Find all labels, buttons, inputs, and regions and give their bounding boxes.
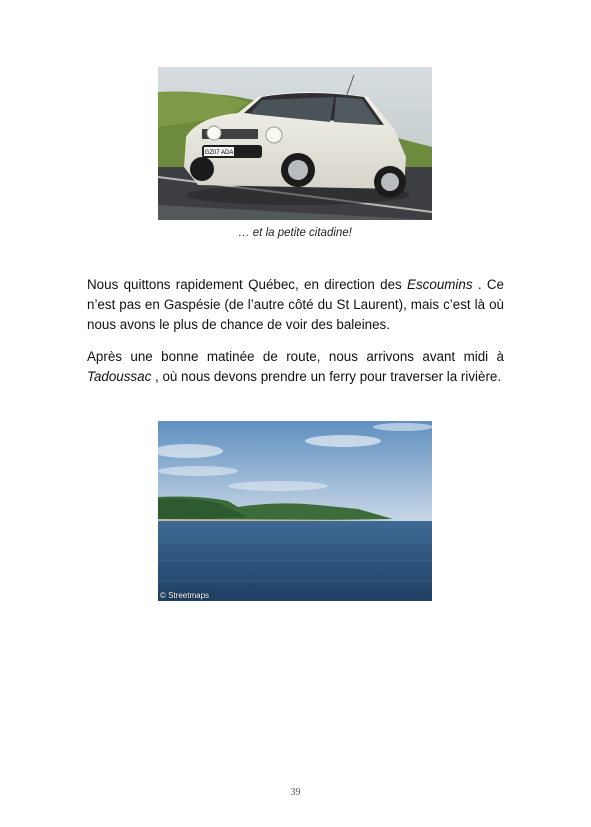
photo-credit: © Streetmaps <box>160 591 210 600</box>
paragraph-text: . Ce n’est pas en Gaspésie (de l’autre côté du St Laurent), mais c’est là où nous avons le plus de chance de voir des baleines. <box>87 277 505 332</box>
car-photo <box>158 67 432 220</box>
place-name-escoumins: Escoumins <box>407 277 473 292</box>
license-plate: GZ07 ADA <box>204 150 234 156</box>
paragraph-text: Après une bonne matinée de route, nous arrivons avant midi à <box>87 349 504 364</box>
paragraph-text: Nous quittons rapidement Québec, en direction des <box>87 277 408 292</box>
paragraph-escoumins <box>87 275 504 335</box>
paragraph-tadoussac <box>87 347 504 387</box>
paragraph-text: , où nous devons prendre un ferry pour traverser la rivière. <box>151 369 502 384</box>
place-name-tadoussac: Tadoussac <box>87 369 152 384</box>
sea-photo <box>158 421 432 601</box>
page-number: 39 <box>290 787 301 798</box>
car-photo-caption: … et la petite citadine! <box>238 227 352 239</box>
